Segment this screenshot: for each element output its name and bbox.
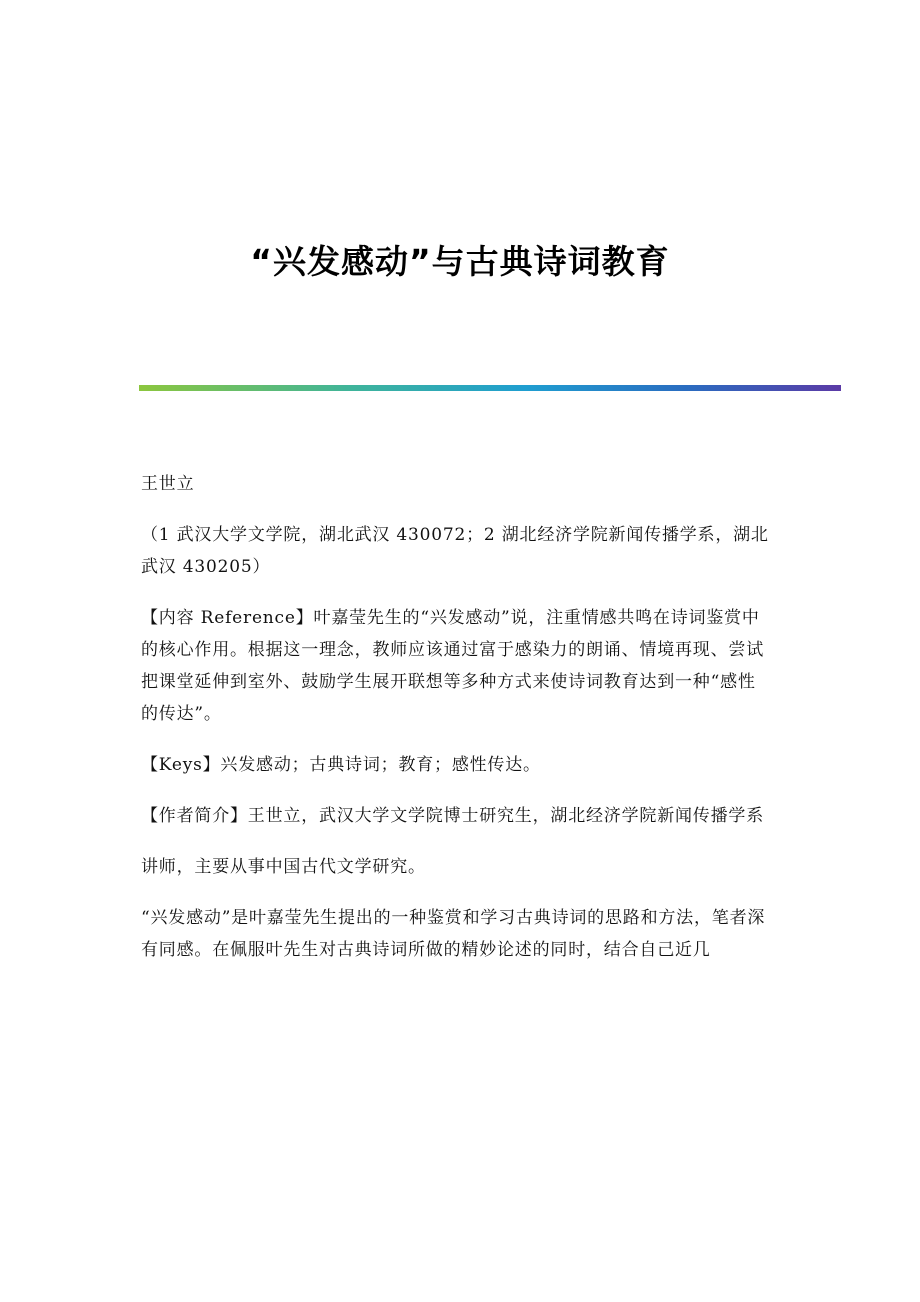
document-title: “兴发感动”与古典诗词教育 [250,242,670,282]
title-divider [139,385,841,391]
document-body [141,468,771,985]
body-paragraph: “兴发感动”是叶嘉莹先生提出的一种鉴赏和学习古典诗词的思路和方法，笔者深有同感。在佩服叶先生对古典诗词所做的精妙论述的同时，结合自己近几 [141,908,766,960]
keywords: 【Keys】兴发感动；古典诗词；教育；感性传达。 [141,755,541,775]
author-affiliation: （1 武汉大学文学院，湖北武汉 430072；2 湖北经济学院新闻传播学系，湖北武汉 430205） [141,525,769,577]
author-name: 王世立 [141,474,195,494]
author-bio-line-1: 【作者简介】王世立，武汉大学文学院博士研究生，湖北经济学院新闻传播学系 [141,806,764,826]
author-bio-line-2: 讲师，主要从事中国古代文学研究。 [141,857,426,877]
abstract: 【内容 Reference】叶嘉莹先生的“兴发感动”说，注重情感共鸣在诗词鉴赏中的核心作用。根据这一理念，教师应该通过富于感染力的朗诵、情境再现、尝试把课堂延伸到室外、鼓励学生展开联想等多种方式来使诗词教育达到一种“感性的传达”。 [141,608,764,724]
